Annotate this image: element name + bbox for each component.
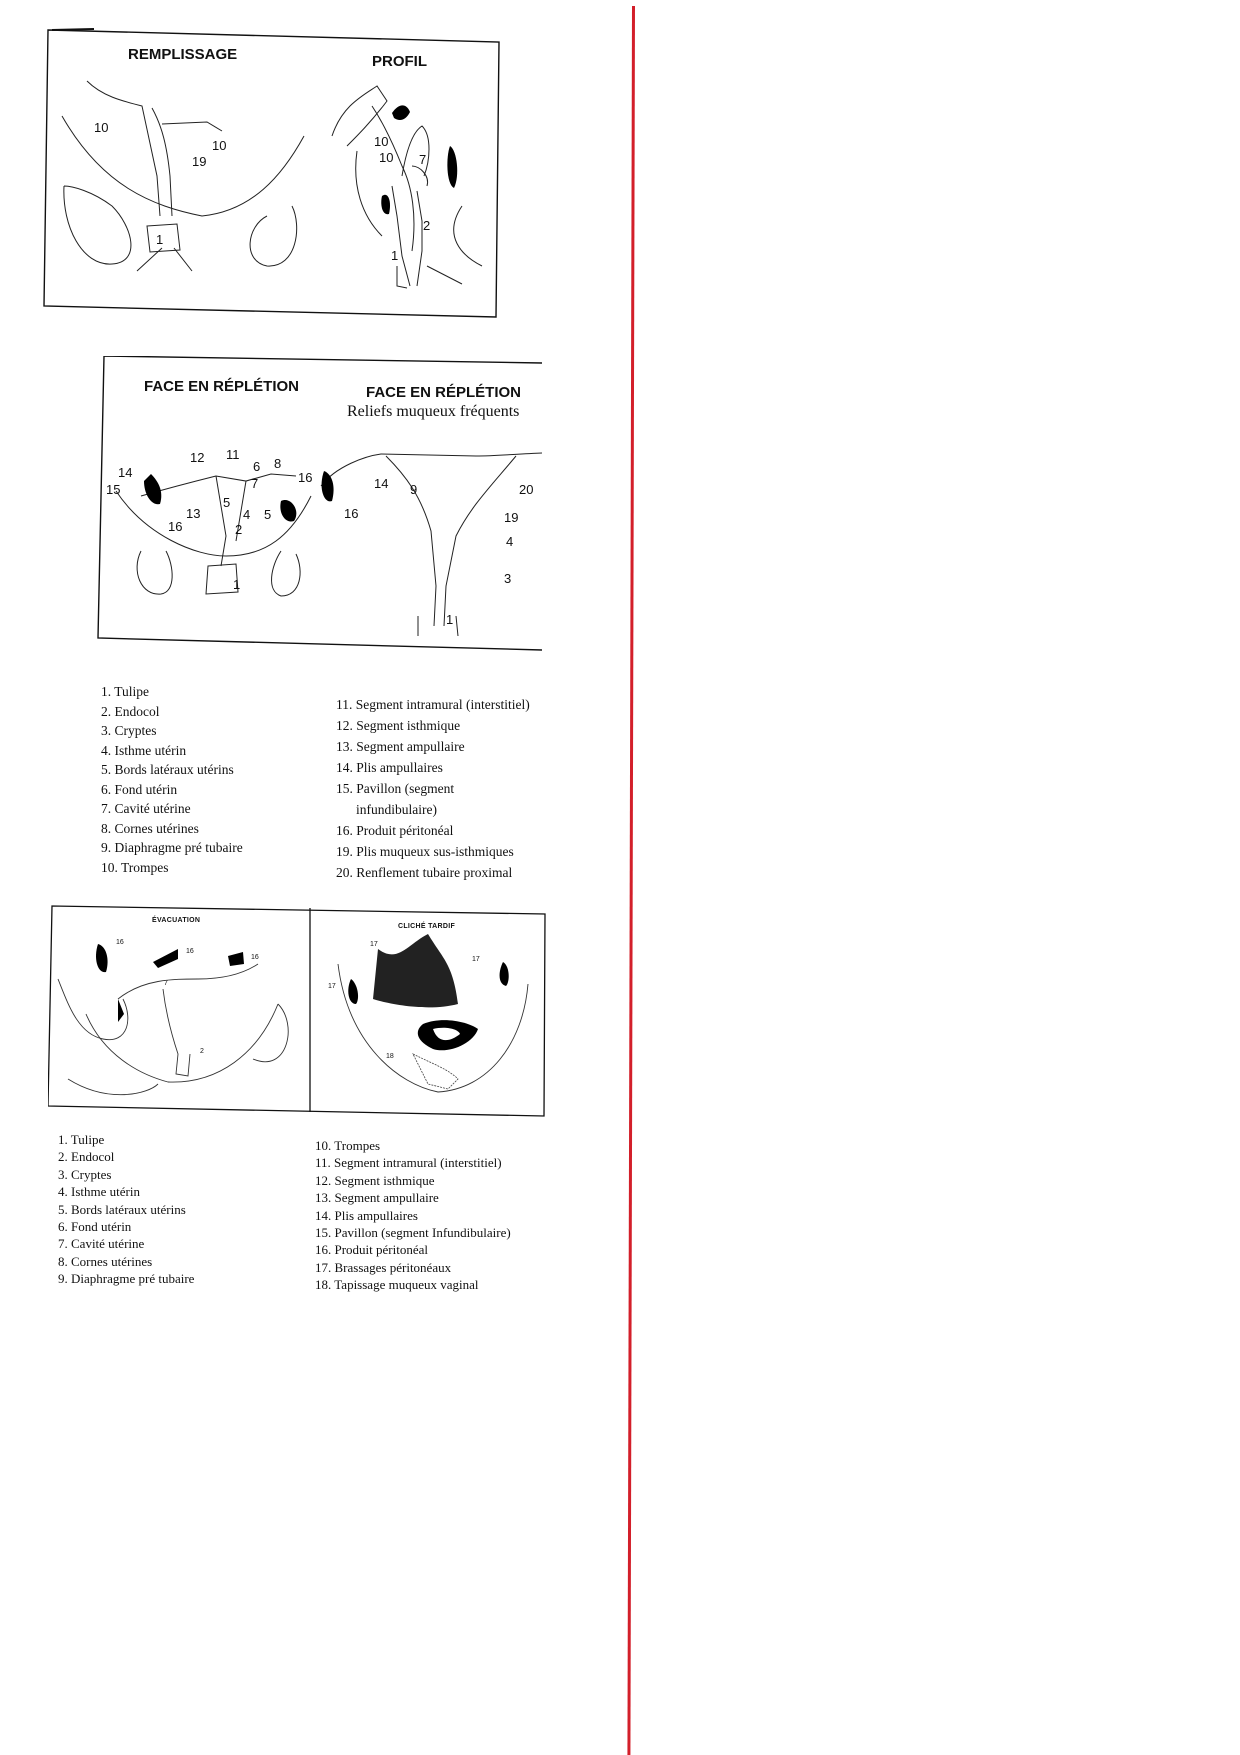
legend-item: 6. Fond utérin (101, 781, 178, 797)
label-num: 16 (116, 939, 124, 946)
label-num: 16 (251, 954, 259, 961)
label-num: 17 (370, 941, 378, 948)
legend-item: 13. Segment ampullaire (315, 1190, 439, 1206)
label-num: 1 (156, 232, 164, 247)
label-num: 20 (519, 482, 534, 497)
figure1-title-profil: PROFIL (372, 53, 427, 70)
figure2-subtitle-right: Reliefs muqueux fréquents (347, 403, 520, 420)
legend-item: 17. Brassages péritonéaux (315, 1259, 452, 1275)
legend-item: 12. Segment isthmique (315, 1172, 435, 1188)
label-num: 16 (298, 470, 313, 485)
legend2-left (58, 1131, 194, 1288)
legend-item: 3. Cryptes (101, 723, 157, 738)
legend-item: 5. Bords latéraux utérins (101, 762, 234, 777)
legend-item: 19. Plis muqueux sus-isthmiques (336, 844, 514, 859)
label-num: 2 (200, 1048, 204, 1055)
legend1-right (336, 694, 530, 883)
label-num: 10 (212, 138, 227, 153)
legend-item: 1. Tulipe (58, 1132, 105, 1147)
figure2-title-right: FACE EN RÉPLÉTION (366, 384, 522, 401)
legend-item: 15. Pavillon (segment Infundibulaire) (315, 1225, 511, 1241)
legend-item: 8. Cornes utérines (58, 1253, 153, 1269)
label-num: 16 (186, 948, 194, 955)
label-num: 2 (235, 522, 243, 537)
legend-item: 3. Cryptes (58, 1166, 112, 1182)
legend-item: 5. Bords latéraux utérins (58, 1201, 186, 1217)
legend-item: 16. Produit péritonéal (315, 1242, 429, 1258)
legend-item: 7. Cavité utérine (58, 1236, 145, 1252)
label-num: 12 (190, 450, 205, 465)
label-num: 10 (374, 134, 389, 149)
label-num: 14 (374, 476, 389, 491)
label-num: 8 (274, 456, 282, 471)
legend-item: 12. Segment isthmique (336, 718, 461, 733)
legend-item: 11. Segment intramural (interstitiel) (315, 1155, 502, 1171)
label-num: 6 (253, 459, 261, 474)
figure3-drawing (48, 904, 548, 1118)
label-num: 2 (423, 218, 431, 233)
label-num: 4 (506, 534, 514, 549)
figure1-title-remplissage: REMPLISSAGE (128, 46, 238, 63)
figure-face-en-repletion (96, 356, 542, 652)
label-num: 1 (233, 577, 241, 592)
legend-item: 20. Renflement tubaire proximal (336, 865, 513, 880)
legend-item: 7. Cavité utérine (101, 801, 191, 816)
label-num: 18 (386, 1053, 394, 1060)
label-num: 5 (264, 507, 272, 522)
figure1-drawing (42, 26, 502, 318)
legend-item: 14. Plis ampullaires (315, 1207, 418, 1223)
legend-item: 13. Segment ampullaire (336, 739, 465, 754)
label-num: 13 (186, 506, 201, 521)
figure3-title-cliche-tardif: CLICHÉ TARDIF (398, 923, 456, 930)
label-num: 15 (106, 482, 121, 497)
legend-item: 14. Plis ampullaires (336, 760, 443, 775)
label-num: 17 (472, 956, 480, 963)
legend-item: 1. Tulipe (101, 684, 150, 699)
legend-item: 2. Endocol (58, 1149, 115, 1165)
label-num: 1 (446, 612, 454, 627)
legend-item: 6. Fond utérin (58, 1219, 132, 1235)
label-num: 9 (410, 482, 418, 497)
label-num: 3 (504, 571, 512, 586)
legend-item: 16. Produit péritonéal (336, 823, 454, 838)
label-num: 7 (419, 152, 427, 167)
legend-item: 4. Isthme utérin (58, 1184, 140, 1200)
red-margin-line (627, 6, 635, 1755)
legend-item: infundibulaire) (356, 802, 437, 817)
label-num: 4 (243, 507, 251, 522)
label-num: 11 (226, 447, 240, 462)
legend-item: 9. Diaphragme pré tubaire (58, 1271, 195, 1287)
legend-item: 10. Trompes (101, 859, 169, 875)
label-num: 19 (192, 154, 207, 169)
label-num: 19 (504, 510, 519, 525)
legend-item: 9. Diaphragme pré tubaire (101, 840, 243, 855)
legend-item: 10. Trompes (315, 1138, 381, 1153)
label-num: 16 (344, 506, 359, 521)
label-num: 7 (164, 980, 168, 987)
legend2-right (315, 1137, 511, 1294)
label-num: 5 (223, 495, 231, 510)
label-num: 17 (328, 983, 336, 990)
label-num: 7 (251, 476, 259, 491)
legend-item: 2. Endocol (101, 703, 160, 719)
figure2-title-left: FACE EN RÉPLÉTION (144, 378, 300, 395)
label-num: 1 (391, 248, 399, 263)
figure2-panel2-labels (344, 476, 533, 627)
figure-remplissage-profil (42, 26, 502, 318)
legend-item: 8. Cornes utérines (101, 820, 199, 836)
figure1-panel1-labels (94, 120, 226, 247)
figure-evacuation-cliche-tardif (48, 904, 548, 1118)
label-num: 16 (168, 519, 183, 534)
legend1-left (101, 682, 243, 877)
label-num: 10 (379, 150, 394, 165)
legend-item: 11. Segment intramural (interstitiel) (336, 697, 530, 712)
figure3-title-evacuation: ÉVACUATION (152, 917, 201, 924)
legend-item: 15. Pavillon (segment (336, 781, 455, 796)
legend-item: 18. Tapissage muqueux vaginal (315, 1277, 479, 1293)
label-num: 14 (118, 465, 133, 480)
legend-item: 4. Isthme utérin (101, 742, 187, 758)
label-num: 10 (94, 120, 109, 135)
